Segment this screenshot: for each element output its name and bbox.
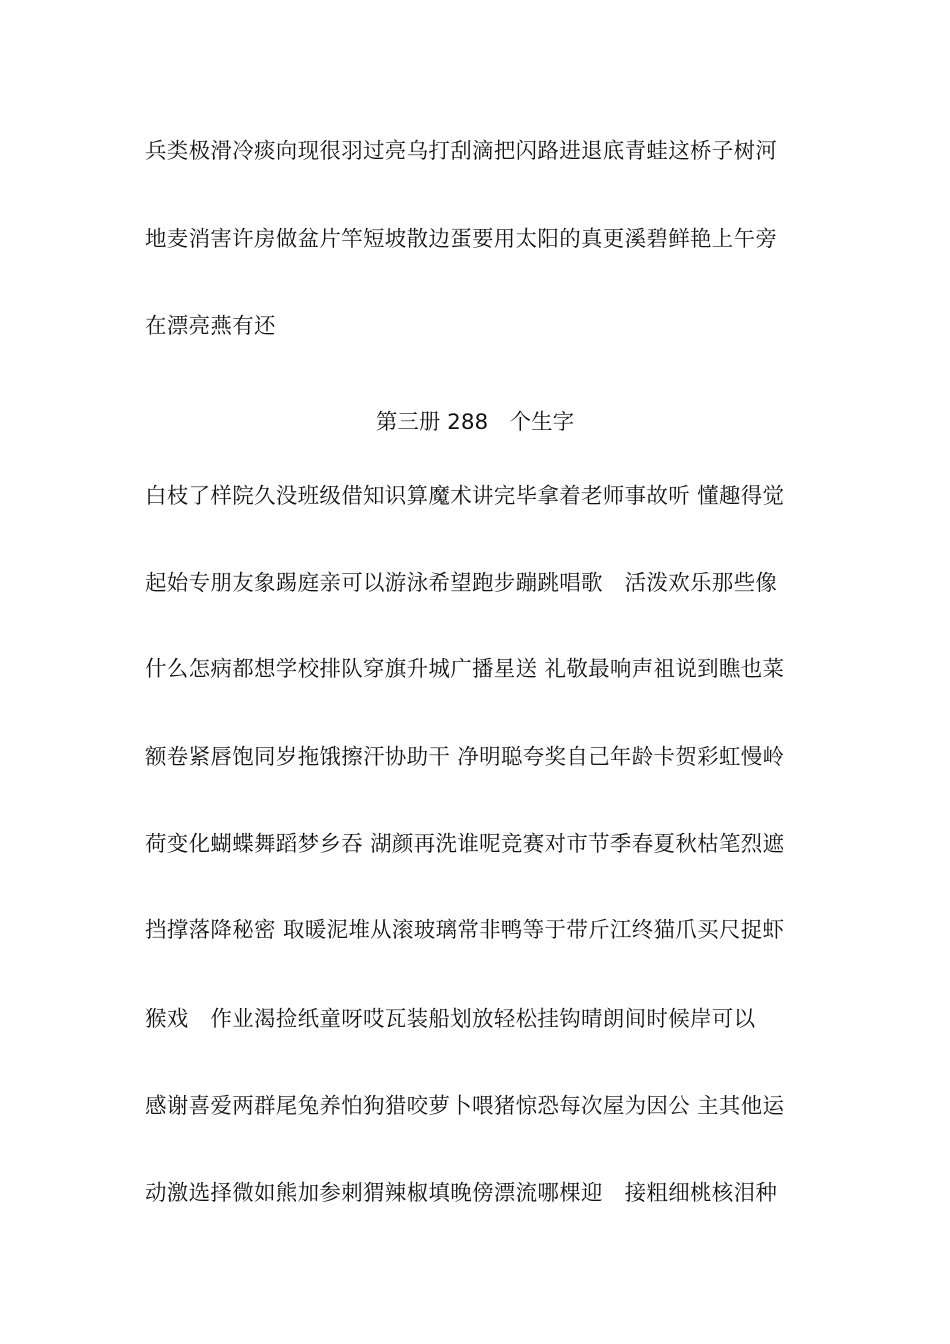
text-line-8: 感谢喜爱两群尾兔养怕狗猎咬萝卜喂猪惊恐每次屋为因公 主其他运 [145,1094,785,1119]
text-line-2: 起始专朋友象踢庭亲可以游泳希望跑步蹦跳唱歌 活泼欢乐那些像 [145,571,778,596]
text-line-9: 动激选择微如熊加参刺猬辣椒填晚傍漂流哪棵迎 接粗细桃核泪种 [145,1181,778,1206]
text-line-intro-2: 地麦消害许房做盆片竿短坡散边蛋要用太阳的真更溪碧鲜艳上午旁 [145,227,778,252]
text-line-7: 猴戏 作业渴捡纸童呀哎瓦装船划放轻松挂钩晴朗间时候岸可以 [145,1007,756,1032]
section-heading: 第三册 288 个生字 [375,410,575,435]
text-line-6: 挡撑落降秘密 取暖泥堆从滚玻璃常非鸭等于带斤江终猫爪买尺捉虾 [145,918,785,943]
text-line-4: 额卷紧唇饱同岁拖饿擦汗协助干 净明聪夸奖自己年龄卡贺彩虹慢岭 [145,745,785,770]
text-line-intro-1: 兵类极滑冷痰向现很羽过亮乌打刮滴把闪路进退底青蛙这桥子树河 [145,139,778,164]
text-line-intro-3: 在漂亮燕有还 [145,314,276,339]
text-line-5: 荷变化蝴蝶舞蹈梦乡吞 湖颜再洗谁呢竞赛对市节季春夏秋枯笔烈遮 [145,832,785,857]
text-line-3: 什么怎病都想学校排队穿旗升城广播星送 礼敬最响声祖说到瞧也菜 [145,657,785,682]
text-line-1: 白枝了样院久没班级借知识算魔术讲完毕拿着老师事故听 懂趣得觉 [145,484,785,509]
